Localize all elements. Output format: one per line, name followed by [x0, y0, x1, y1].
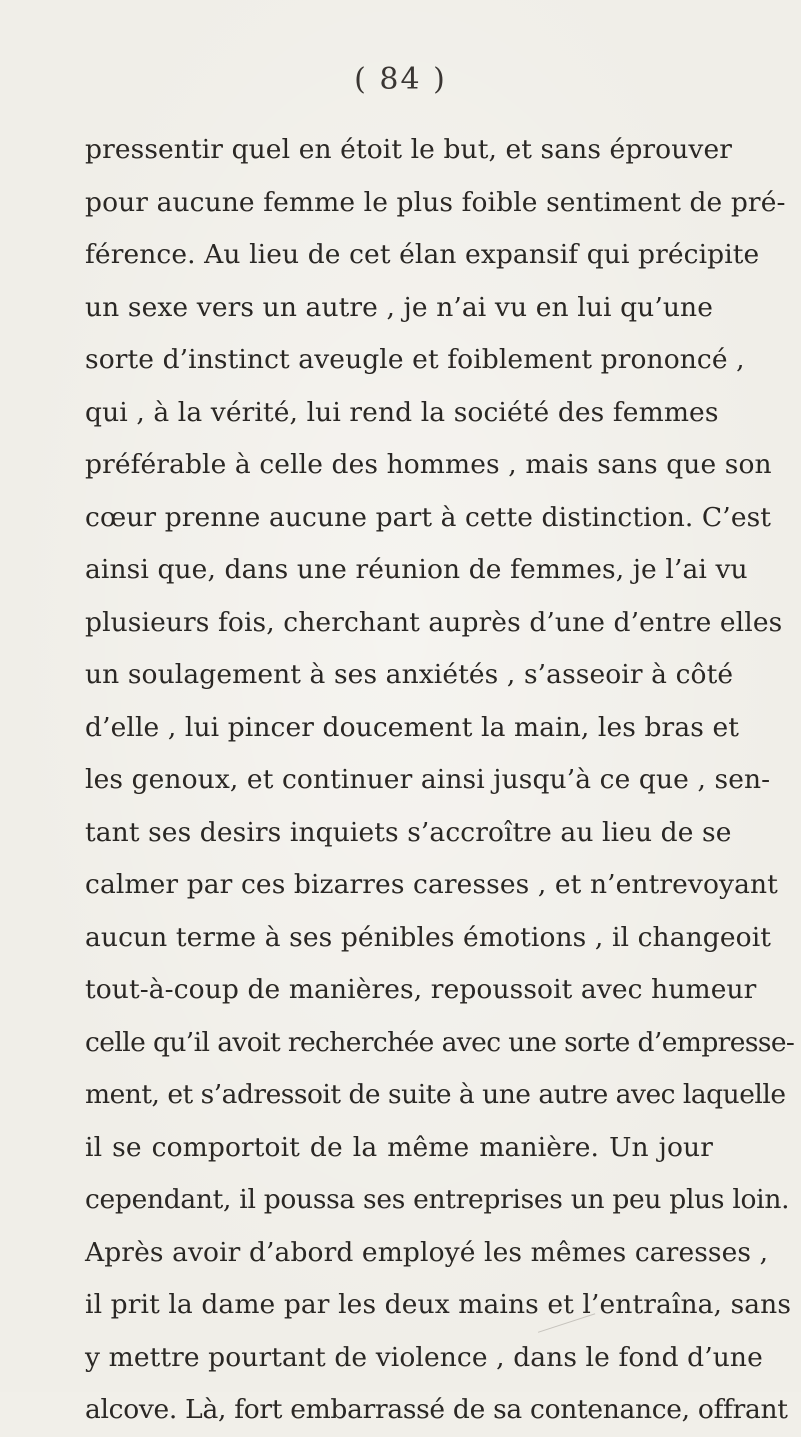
text-line: pressentir quel en étoit le but, et sans éprouver [85, 134, 733, 165]
text-line: alcove. Là, fort embarrassé de sa contenance, offrant [85, 1394, 788, 1425]
page-number: ( 84 ) [354, 62, 447, 97]
text-line: les genoux, et continuer ainsi jusqu’à ce que , sen- [85, 764, 771, 795]
text-line: il prit la dame par les deux mains et l’entraîna, sans [85, 1289, 792, 1320]
body-text [85, 124, 795, 1437]
text-line: celle qu’il avoit recherchée avec une sorte d’empresse- [85, 1026, 795, 1058]
text-line: un sexe vers un autre , je n’ai vu en lui qu’une [85, 291, 713, 323]
text-line: il se comportoit de la même manière. Un jour [85, 1131, 713, 1163]
text-line: aucun terme à ses pénibles émotions , il changeoit [85, 921, 772, 953]
text-line: tout-à-coup de manières, repoussoit avec humeur [85, 974, 757, 1005]
text-line: calmer par ces bizarres caresses , et n’entrevoyant [85, 869, 778, 900]
text-line: Après avoir d’abord employé les mêmes caresses , [85, 1236, 769, 1268]
text-line: férence. Au lieu de cet élan expansif qui précipite [85, 239, 760, 270]
text-line: qui , à la vérité, lui rend la société des femmes [85, 396, 719, 428]
text-line: ment, et s’adressoit de suite à une autre avec laquelle [85, 1079, 786, 1110]
text-line: un soulagement à ses anxiétés , s’asseoir à côté [85, 659, 734, 690]
text-line: d’elle , lui pincer doucement la main, les bras et [85, 711, 739, 743]
text-line: préférable à celle des hommes , mais sans que son [85, 449, 772, 480]
text-line: sorte d’instinct aveugle et foiblement prononcé , [85, 344, 745, 375]
text-line: plusieurs fois, cherchant auprès d’une d’entre elles [85, 606, 783, 638]
text-line: tant ses desirs inquiets s’accroître au lieu de se [85, 816, 732, 848]
text-line: y mettre pourtant de violence , dans le fond d’une [85, 1341, 763, 1373]
text-line: cœur prenne aucune part à cette distinction. C’est [85, 501, 772, 533]
text-line: cependant, il poussa ses entreprises un peu plus loin. [85, 1184, 790, 1215]
text-line: ainsi que, dans une réunion de femmes, je l’ai vu [85, 554, 748, 585]
text-line: pour aucune femme le plus foible sentiment de pré- [85, 186, 786, 218]
